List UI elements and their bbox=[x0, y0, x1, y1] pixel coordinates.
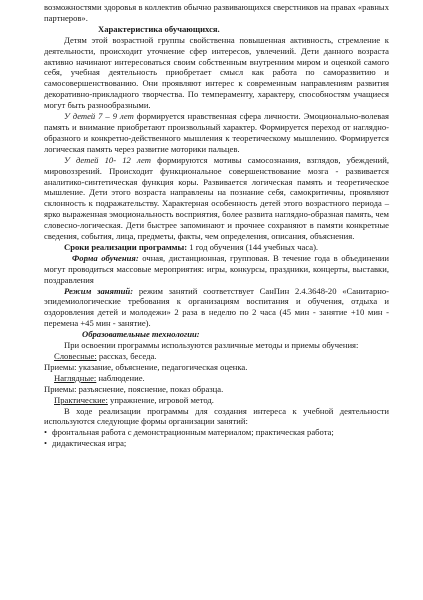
practical-label: Практические: bbox=[54, 394, 108, 405]
verbal-label: Словесные: bbox=[54, 351, 97, 361]
visual-text: наблюдение. bbox=[96, 372, 145, 383]
verbal-methods-line: Приемы: указание, объяснение, педагогическая оценка. bbox=[44, 361, 248, 372]
bullet-item-frontal: • фронтальная работа с демонстрационным материалом; практическая работа; bbox=[44, 427, 389, 438]
age-10-12-text: формируются мотивы самосознания, взглядов, убеждений, мировоззрений. Происходит функциональное совершенствование мозга - развивается аналитико-синтетическая функция коры. Развивается логическая память и теоретическое мышление. Дети этого возраста направлены на познание себя, самокритичны, проявляют склонность к подражательству. Характерная особенность детей этого возрастного периода – ярко выраженная эмоциональность восприятия, более развита наглядно-образная память, чем словесно-логическая. Дети быстрее запоминают и прочнее сохраняют в памяти конкретные сведения, события, лица, предметы, факты, чем определения, описания, объяснения. bbox=[44, 154, 389, 242]
visual-label: Наглядные: bbox=[54, 372, 97, 383]
age-7-9-label: У детей 7 – 9 лет bbox=[64, 111, 134, 122]
terms-label: Сроки реализации программы: bbox=[64, 241, 188, 252]
mode-paragraph bbox=[44, 286, 389, 330]
form-text: очная, дистанционная, групповая. В течение года в объединении могут проводиться массовые мероприятия: игры, конкурсы, праздники, концерты, выставки, поздравления bbox=[44, 252, 389, 285]
tech-heading-text: Образовательные технологии: bbox=[82, 329, 200, 340]
verbal-line bbox=[44, 351, 389, 362]
visual-line bbox=[44, 373, 389, 384]
mode-label: Режим занятий: bbox=[64, 285, 134, 296]
age-7-9-text: формируется нравственная сфера личности. Эмоционально-волевая память и внимание приобретают произвольный характер. Формируется переход от наглядно-образного и конкретно-действенного мышления к теоретическому мышлению. Формируется логическая память через развитие моторики пальцев. bbox=[44, 111, 389, 154]
age-7-9-paragraph bbox=[44, 111, 389, 155]
age-10-12-paragraph bbox=[44, 155, 389, 242]
visual-methods-line: Приемы: разъяснение, пояснение, показ образца. bbox=[44, 383, 224, 394]
verbal-text: рассказ, беседа. bbox=[96, 351, 157, 361]
terms-paragraph bbox=[44, 242, 389, 253]
practical-text: упражнение, игровой метод. bbox=[107, 394, 214, 405]
characteristics-heading-text: Характеристика обучающихся. bbox=[98, 23, 220, 34]
characteristics-heading bbox=[44, 24, 389, 35]
practical-line bbox=[44, 395, 389, 406]
tech-intro-paragraph: При освоении программы используются различные методы и приемы обучения: bbox=[64, 340, 359, 351]
forms-paragraph: В ходе реализации программы для создания интереса к учебной деятельности используются следующие формы организации занятий: bbox=[44, 405, 389, 427]
form-paragraph bbox=[44, 253, 389, 286]
terms-text: 1 год обучения (144 учебных часа). bbox=[187, 241, 319, 252]
form-label: Форма обучения: bbox=[72, 252, 139, 263]
tech-heading bbox=[44, 329, 389, 340]
mode-text: режим занятий соответствует СанПин 2.4.3648-20 «Санитарно-эпидемиологические требования к организациям воспитания и обучения, отдыха и оздоровления детей и молодежи» 2 раза в неделю по 2 часа (45 мин - занятие +10 мин - перемена +45 мин - занятие). bbox=[44, 285, 389, 329]
bullet-item-didactic-game: • дидактическая игра; bbox=[44, 438, 389, 449]
characteristics-paragraph: Детям этой возрастной группы свойственна повышенная активность, стремление к деятельности, происходит уточнение сфер интересов, увлечений. Дети данного возраста активно начинают интересоваться своим собственным внутренним миром и оценкой самого себя, учебная деятельность приобретает смысл как работа по саморазвитию и самосовершенствованию. Они проявляют интерес к современным направлениям развития декоративно-прикладного творчества. По темпераменту, характеру, способностям учащиеся могут быть разнообразными. bbox=[44, 34, 389, 111]
age-10-12-label: У детей 10- 12 лет bbox=[64, 154, 151, 165]
intro-tail-paragraph: возможностями здоровья в коллектив обычно развивающихся сверстников на правах «равных партнеров». bbox=[44, 2, 389, 23]
